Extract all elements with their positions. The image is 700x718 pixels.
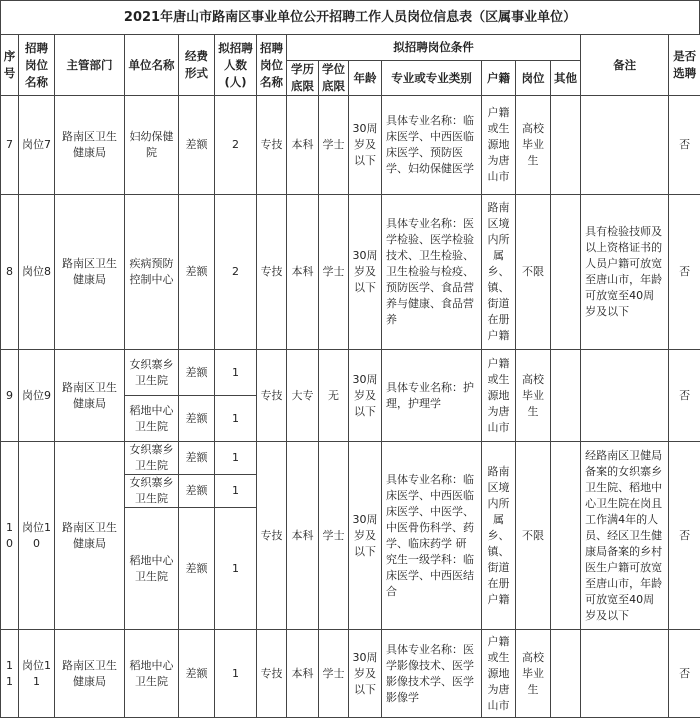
cell-funding: 差额: [179, 475, 215, 508]
cell-type: 专技: [257, 195, 287, 350]
cell-funding: 差额: [179, 508, 215, 630]
header-conditions: 拟招聘岗位条件: [287, 35, 581, 61]
cell-edu: 本科: [287, 96, 319, 195]
cell-post: 岗位10: [19, 442, 55, 630]
cell-other: [551, 350, 581, 442]
cell-funding: 差额: [179, 350, 215, 396]
table-row: [1, 195, 700, 350]
header-funding: 经费形式: [179, 35, 215, 96]
cell-age: 30周岁及以下: [349, 442, 382, 630]
cell-position: 高校毕业生: [516, 350, 551, 442]
job-table: [0, 34, 700, 718]
header-post: 招聘岗位名称: [19, 35, 55, 96]
cell-major: 具体专业名称：护理，护理学: [382, 350, 482, 442]
table-row: [1, 96, 700, 195]
header-note: 备注: [581, 35, 669, 96]
cell-post: 岗位11: [19, 630, 55, 718]
header-seq: 序号: [1, 35, 19, 96]
cell-dept: 路南区卫生健康局: [55, 195, 125, 350]
table-row: [1, 350, 700, 396]
cell-note: [581, 630, 669, 718]
cell-hukou: 户籍或生源地为唐山市: [482, 630, 516, 718]
cell-dept: 路南区卫生健康局: [55, 630, 125, 718]
cell-unit: 女织寨乡卫生院: [125, 350, 179, 396]
cell-unit: 女织寨乡卫生院: [125, 442, 179, 475]
cell-major: 具体专业名称：医学影像技术、医学影像技术学、医学影像学: [382, 630, 482, 718]
cell-major: 具体专业名称：临床医学、中西医临床医学、预防医学、妇幼保健医学: [382, 96, 482, 195]
cell-major: 具体专业名称：医学检验、医学检验技术、卫生检验、卫生检验与检疫、预防医学、食品营养与健康、食品营养: [382, 195, 482, 350]
cell-degree: 学士: [319, 96, 349, 195]
cell-degree: 学士: [319, 195, 349, 350]
cell-count: 2: [215, 96, 257, 195]
cell-other: [551, 195, 581, 350]
cell-type: 专技: [257, 442, 287, 630]
cell-count: 1: [215, 442, 257, 475]
header-edu: 学历底限: [287, 61, 319, 96]
cell-post: 岗位7: [19, 96, 55, 195]
cell-dept: 路南区卫生健康局: [55, 350, 125, 442]
cell-dept: 路南区卫生健康局: [55, 96, 125, 195]
cell-seq: 7: [1, 96, 19, 195]
cell-hukou: 路南区境内所属乡、镇、街道在册户籍: [482, 442, 516, 630]
cell-edu: 本科: [287, 195, 319, 350]
cell-type: 专技: [257, 350, 287, 442]
cell-unit: 稻地中心卫生院: [125, 508, 179, 630]
cell-count: 1: [215, 396, 257, 442]
cell-unit: 稻地中心卫生院: [125, 630, 179, 718]
page-title: 2021年唐山市路南区事业单位公开招聘工作人员岗位信息表（区属事业单位）: [0, 0, 700, 34]
cell-position: 不限: [516, 195, 551, 350]
cell-edu: 大专: [287, 350, 319, 442]
cell-degree: 学士: [319, 630, 349, 718]
header-choose: 是否选聘: [669, 35, 700, 96]
cell-other: [551, 96, 581, 195]
cell-choose: 否: [669, 350, 700, 442]
cell-other: [551, 442, 581, 630]
cell-type: 专技: [257, 630, 287, 718]
cell-position: 高校毕业生: [516, 630, 551, 718]
cell-choose: 否: [669, 630, 700, 718]
cell-seq: 9: [1, 350, 19, 442]
cell-note: [581, 96, 669, 195]
cell-edu: 本科: [287, 442, 319, 630]
cell-post: 岗位9: [19, 350, 55, 442]
cell-count: 2: [215, 195, 257, 350]
cell-seq: 8: [1, 195, 19, 350]
header-hukou: 户籍: [482, 61, 516, 96]
cell-hukou: 路南区境内所属乡、镇、街道在册户籍: [482, 195, 516, 350]
cell-count: 1: [215, 475, 257, 508]
table-row: [1, 442, 700, 475]
cell-age: 30周岁及以下: [349, 350, 382, 442]
cell-major: 具体专业名称：临床医学、中西医临床医学、中医学、中医骨伤科学、药学、临床药学 研究生一级学科：临床医学、中西医结合: [382, 442, 482, 630]
cell-unit: 妇幼保健院: [125, 96, 179, 195]
cell-unit: 疾病预防控制中心: [125, 195, 179, 350]
cell-position: 高校毕业生: [516, 96, 551, 195]
cell-age: 30周岁及以下: [349, 630, 382, 718]
cell-hukou: 户籍或生源地为唐山市: [482, 350, 516, 442]
cell-choose: 否: [669, 195, 700, 350]
header-type: 招聘岗位名称: [257, 35, 287, 96]
cell-other: [551, 630, 581, 718]
cell-note: [581, 350, 669, 442]
header-position: 岗位: [516, 61, 551, 96]
header-count: 拟招聘人数(人): [215, 35, 257, 96]
cell-count: 1: [215, 630, 257, 718]
cell-note: 经路南区卫健局备案的女织寨乡卫生院、稻地中心卫生院在岗且工作满4年的人员、经区卫生健康局备案的乡村医生户籍可放宽至唐山市，年龄可放宽至40周岁及以下: [581, 442, 669, 630]
cell-note: 具有检验技师及以上资格证书的人员户籍可放宽至唐山市，年龄可放宽至40周岁及以下: [581, 195, 669, 350]
cell-unit: 稻地中心卫生院: [125, 396, 179, 442]
cell-edu: 本科: [287, 630, 319, 718]
cell-count: 1: [215, 350, 257, 396]
cell-funding: 差额: [179, 630, 215, 718]
cell-position: 不限: [516, 442, 551, 630]
cell-funding: 差额: [179, 96, 215, 195]
cell-degree: 学士: [319, 442, 349, 630]
cell-funding: 差额: [179, 396, 215, 442]
cell-age: 30周岁及以下: [349, 96, 382, 195]
cell-degree: 无: [319, 350, 349, 442]
cell-choose: 否: [669, 442, 700, 630]
cell-count: 1: [215, 508, 257, 630]
cell-seq: 11: [1, 630, 19, 718]
cell-type: 专技: [257, 96, 287, 195]
header-unit: 单位名称: [125, 35, 179, 96]
cell-unit: 女织寨乡卫生院: [125, 475, 179, 508]
header-dept: 主管部门: [55, 35, 125, 96]
cell-choose: 否: [669, 96, 700, 195]
cell-seq: 10: [1, 442, 19, 630]
cell-funding: 差额: [179, 442, 215, 475]
cell-post: 岗位8: [19, 195, 55, 350]
header-age: 年龄: [349, 61, 382, 96]
cell-age: 30周岁及以下: [349, 195, 382, 350]
cell-funding: 差额: [179, 195, 215, 350]
table-row: [1, 630, 700, 718]
cell-hukou: 户籍或生源地为唐山市: [482, 96, 516, 195]
header-other: 其他: [551, 61, 581, 96]
header-major: 专业或专业类别: [382, 61, 482, 96]
header-degree: 学位底限: [319, 61, 349, 96]
cell-dept: 路南区卫生健康局: [55, 442, 125, 630]
